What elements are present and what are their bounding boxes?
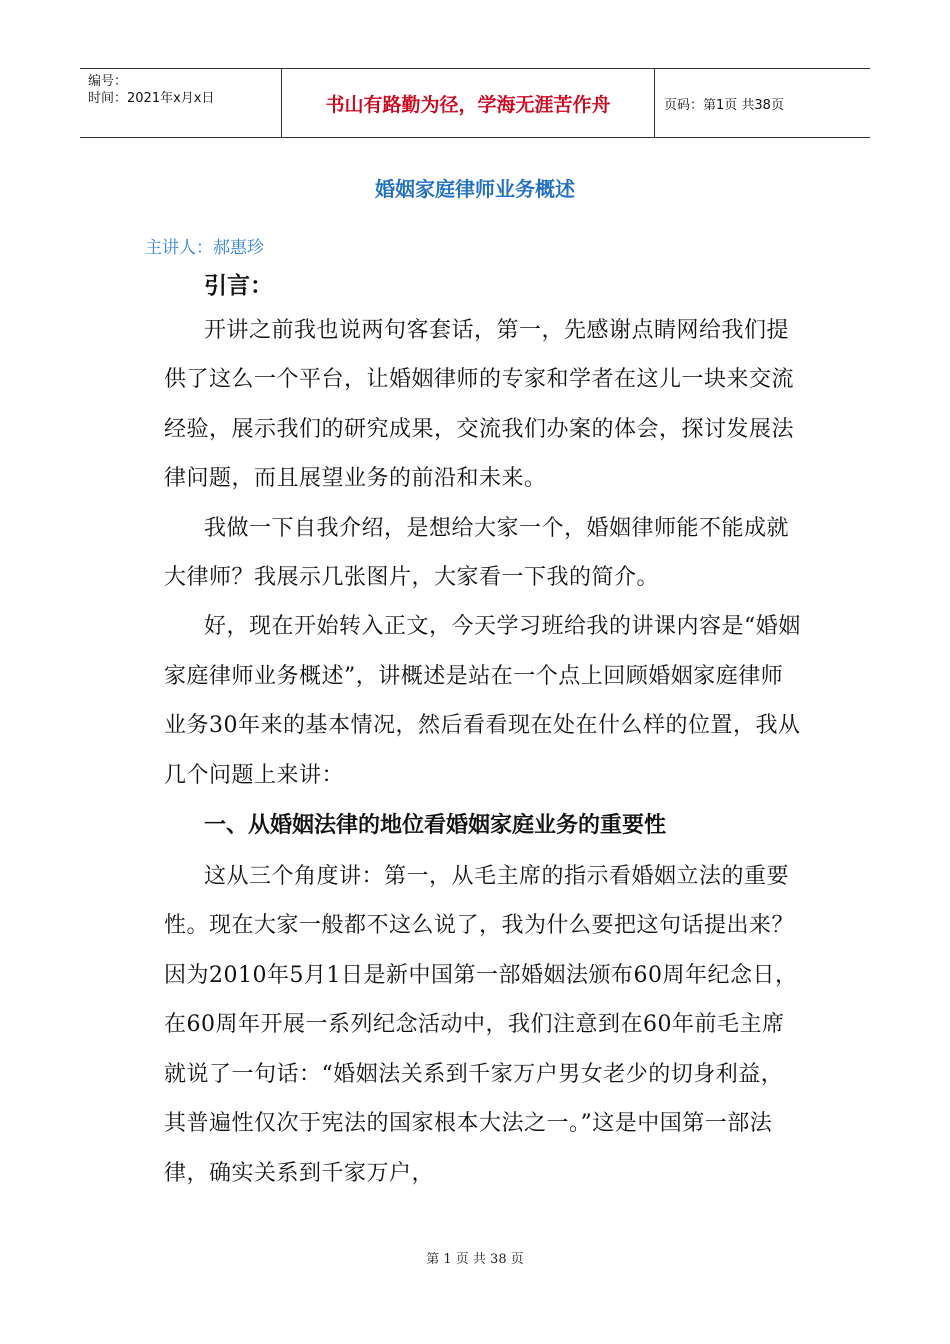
paragraph: 这从三个角度讲：第一，从毛主席的指示看婚姻立法的重要性。现在大家一般都不这么说了，我为什么要把这句话提出来？因为2010年5月1日是新中国第一部婚姻法颁布60周年纪念日，在60周年开展一系列纪念活动中，我们注意到在60年前毛主席就说了一句话：“婚姻法关系到千家万户男女老少的切身利益，其普遍性仅次于宪法的国家根本大法之一。”这是中国第一部法律，确实关系到千家万户， xyxy=(164,864,798,1186)
document-title: 婚姻家庭律师业务概述 xyxy=(375,177,575,201)
header-motto: 书山有路勤为径，学海无涯苦作舟 xyxy=(282,69,655,137)
paragraph: 我做一下自我介绍，是想给大家一个，婚姻律师能不能成就大律师？我展示几张图片，大家看一下我的简介。 xyxy=(164,515,790,591)
document-body xyxy=(164,266,804,1198)
page-header xyxy=(80,68,870,138)
section-heading: 一、从婚姻法律的地位看婚姻家庭业务的重要性 xyxy=(204,813,667,839)
page-footer: 第 1 页 共 38 页 xyxy=(426,1252,524,1267)
header-page-info: 页码：第1页 共38页 xyxy=(664,97,784,113)
paragraph: 好，现在开始转入正文，今天学习班给我的讲课内容是“婚姻家庭律师业务概述”，讲概述是站在一个点上回顾婚姻家庭律师业务30年来的基本情况，然后看看现在处在什么样的位置，我从几个问题上来讲： xyxy=(164,614,801,788)
time-label: 时间：2021年x月x日 xyxy=(88,91,215,106)
number-label: 编号： xyxy=(88,74,128,89)
paragraph: 开讲之前我也说两句客套话，第一，先感谢点睛网给我们提供了这么一个平台，让婚姻律师的专家和学者在这儿一块来交流经验，展示我们的研究成果，交流我们办案的体会，探讨发展法律问题，而且展望业务的前沿和未来。 xyxy=(164,318,795,492)
intro-heading: 引言： xyxy=(204,273,273,299)
speaker-line: 主讲人：郝惠珍 xyxy=(145,238,264,258)
header-info-cell xyxy=(80,69,282,137)
